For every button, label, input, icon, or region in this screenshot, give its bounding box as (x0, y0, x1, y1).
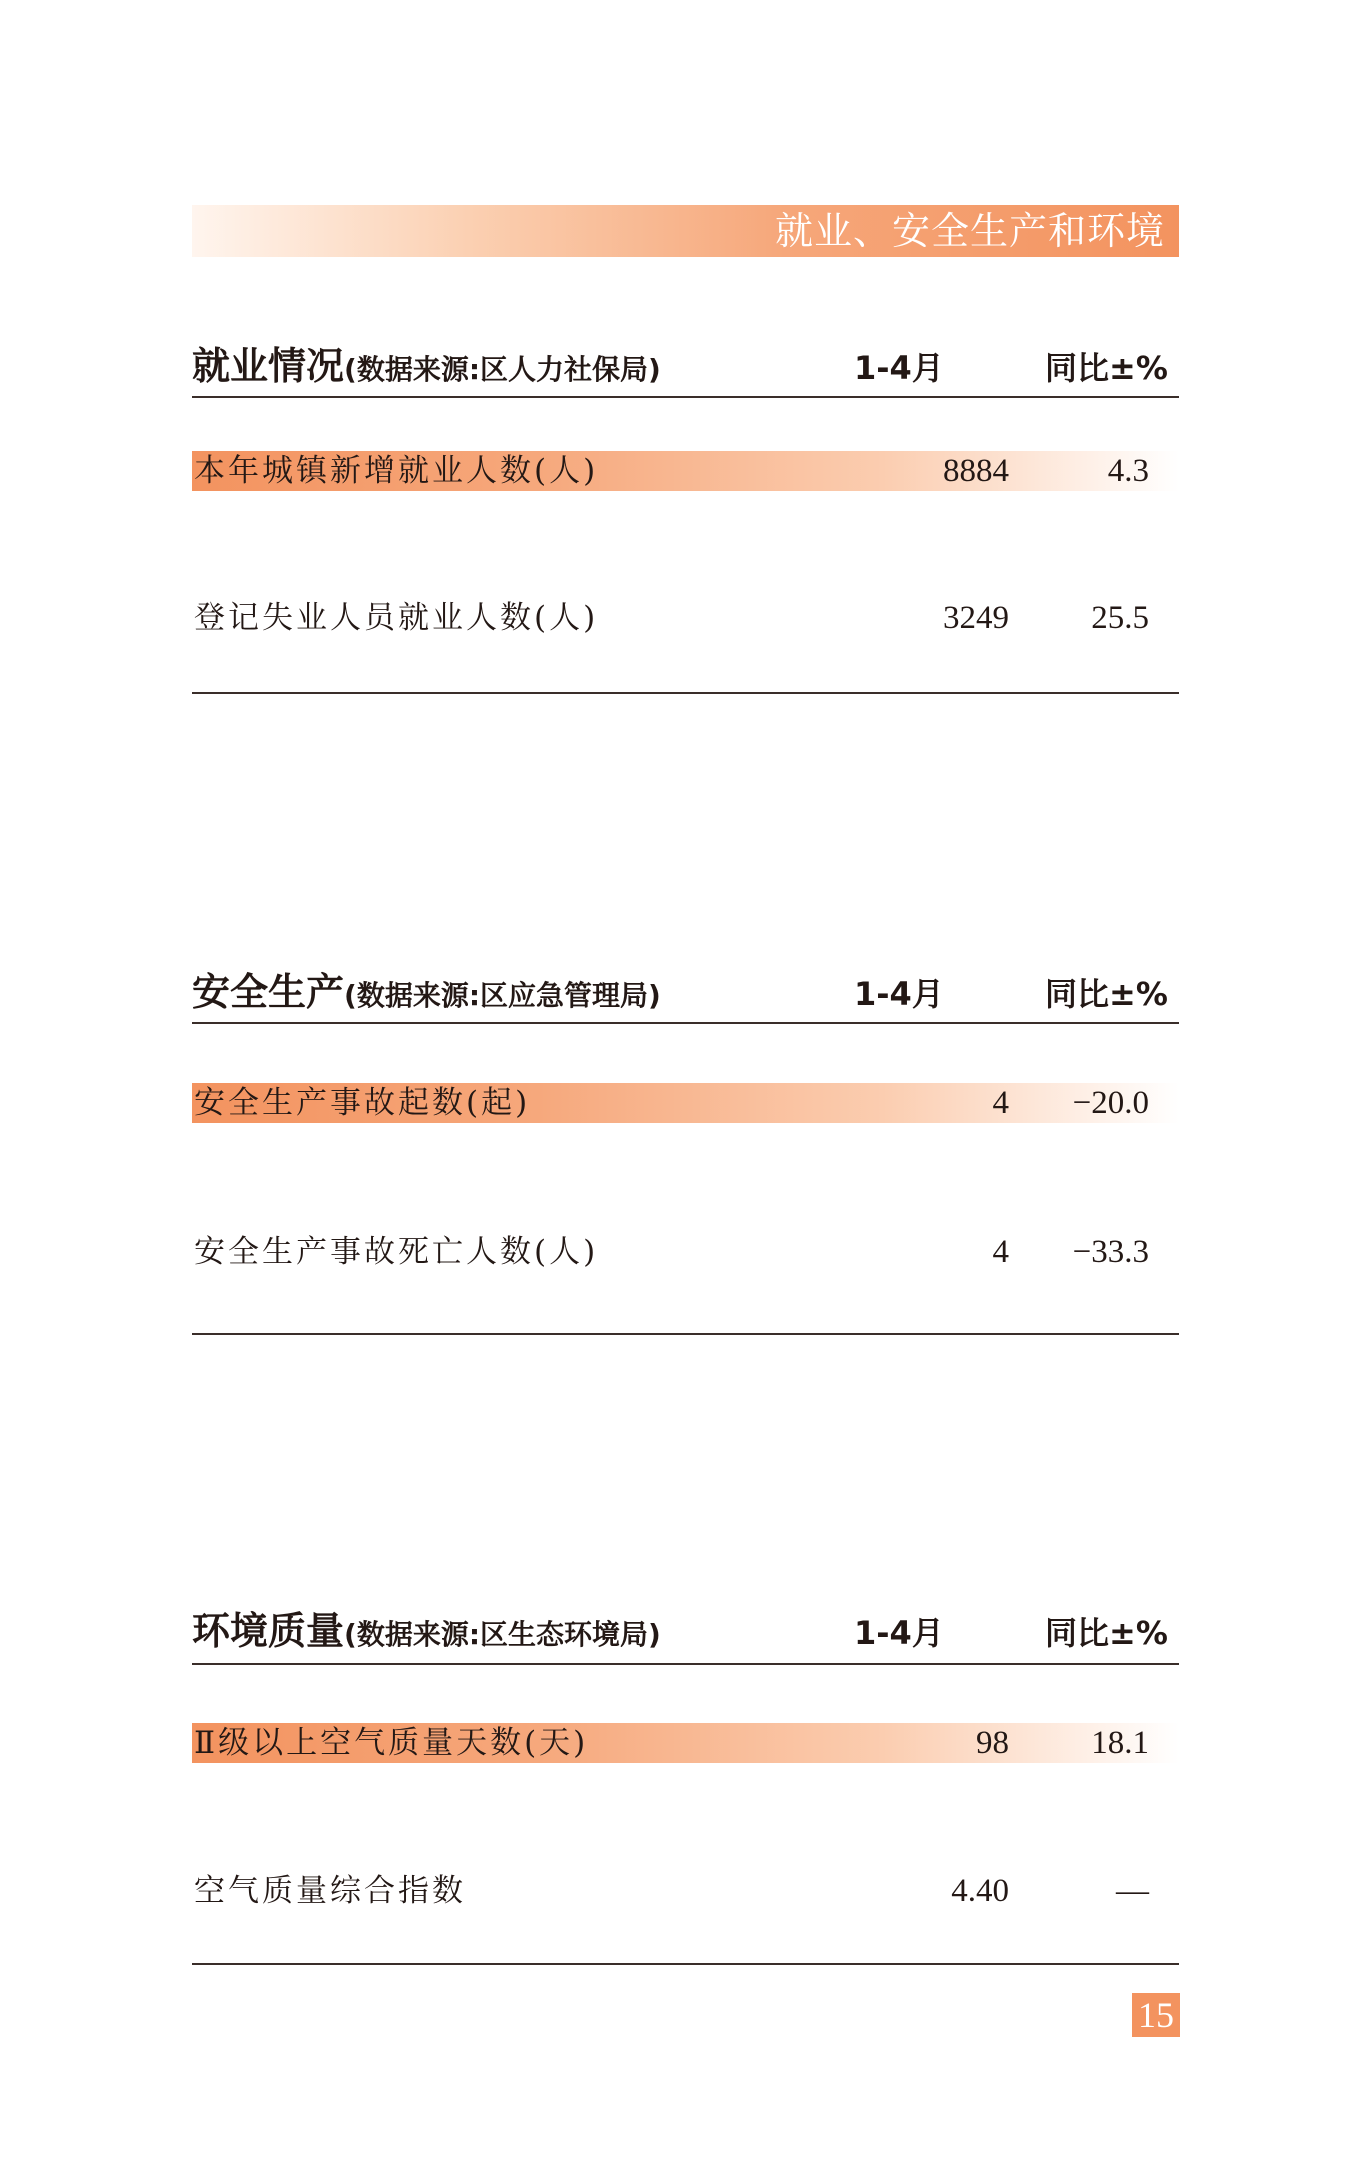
section-title-text: 就业情况 (192, 344, 345, 388)
table-row (192, 1083, 1179, 1123)
section-title-text: 安全生产 (192, 970, 345, 1014)
row-label: 空气质量综合指数 (194, 1873, 466, 1909)
table-row (192, 598, 1179, 638)
table-row (192, 1871, 1179, 1911)
section-title (192, 1609, 661, 1657)
work-safety-section (192, 960, 1179, 1340)
row-label: 安全生产事故起数(起) (194, 1085, 531, 1121)
table-row (192, 1232, 1179, 1272)
section-bottom-divider (192, 692, 1179, 694)
section-title (192, 344, 661, 392)
header-divider (192, 1022, 1179, 1024)
data-source-note: (数据来源:区人力社保局) (344, 353, 661, 386)
row-label: Ⅱ级以上空气质量天数(天) (194, 1725, 589, 1761)
section-header (192, 334, 1179, 394)
period-column-header: 1-4月 (854, 349, 944, 387)
yoy-column-header: 同比±% (1045, 975, 1168, 1013)
page-number: 15 (1132, 1993, 1180, 2037)
row-yoy-change: — (1116, 1873, 1149, 1909)
row-label: 本年城镇新增就业人数(人) (194, 453, 599, 489)
yoy-column-header: 同比±% (1045, 1614, 1168, 1652)
row-label: 安全生产事故死亡人数(人) (194, 1234, 599, 1270)
table-row (192, 451, 1179, 491)
data-source-note: (数据来源:区应急管理局) (344, 979, 661, 1012)
row-yoy-change: −20.0 (1072, 1085, 1149, 1121)
row-yoy-change: 18.1 (1091, 1725, 1149, 1761)
section-bottom-divider (192, 1333, 1179, 1335)
row-value: 4 (992, 1085, 1009, 1121)
section-title (192, 970, 661, 1018)
header-divider (192, 1663, 1179, 1665)
table-row (192, 1723, 1179, 1763)
row-value: 4.40 (951, 1873, 1009, 1909)
row-value: 3249 (943, 600, 1009, 636)
environment-section (192, 1599, 1179, 1979)
header-divider (192, 396, 1179, 398)
section-header (192, 960, 1179, 1020)
period-column-header: 1-4月 (854, 1614, 944, 1652)
employment-section (192, 334, 1179, 694)
row-yoy-change: −33.3 (1072, 1234, 1149, 1270)
row-value: 8884 (943, 453, 1009, 489)
row-label: 登记失业人员就业人数(人) (194, 600, 599, 636)
row-value: 98 (976, 1725, 1009, 1761)
section-banner (192, 205, 1179, 257)
section-bottom-divider (192, 1963, 1179, 1965)
section-title-text: 环境质量 (192, 1609, 345, 1653)
section-header (192, 1599, 1179, 1659)
yoy-column-header: 同比±% (1045, 349, 1168, 387)
data-source-note: (数据来源:区生态环境局) (344, 1618, 661, 1651)
row-yoy-change: 25.5 (1091, 600, 1149, 636)
period-column-header: 1-4月 (854, 975, 944, 1013)
row-value: 4 (992, 1234, 1009, 1270)
row-yoy-change: 4.3 (1107, 453, 1149, 489)
banner-title: 就业、安全生产和环境 (774, 209, 1165, 253)
